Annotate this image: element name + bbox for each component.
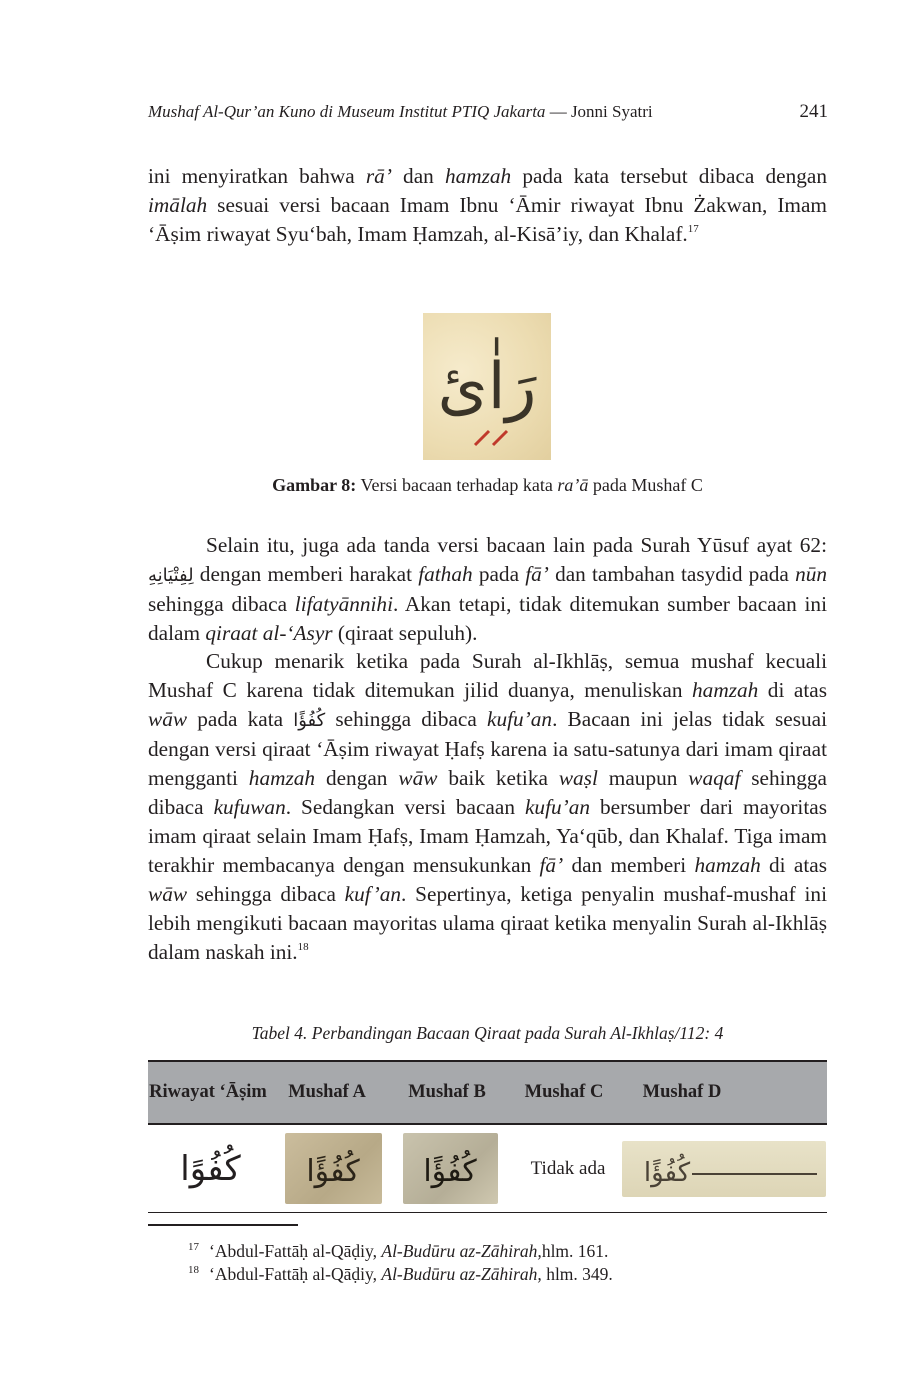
table-header-row [148,1062,827,1123]
header-riwayat: Riwayat ‘Āṣim [149,1082,267,1102]
mushaf-d-image [622,1141,826,1197]
paragraph-3: Cukup menarik ketika pada Surah al-Ikhlāṣ, semua mushaf kecuali Mushaf C karena tidak ditemukan jilid duanya, menuliskan hamzah di atas wāw pada kata كُفُؤًا sehingga dibaca kufu’an. Bacaan ini jelas tidak sesuai dengan versi qiraat ‘Āṣim riwayat Ḥafṣ karena ia satu-satunya dari imam qiraat mengganti hamzah dengan wāw baik ketika waṣl maupun waqaf sehingga dibaca kufuwan. Sedangkan versi bacaan kufu’an bersumber dari mayoritas imam qiraat selain Imam Ḥafṣ, Imam Ḥamzah, Ya‘qūb, dan Khalaf. Tiga imam terakhir membacanya dengan mensukunkan fā’ dan memberi hamzah di atas wāw sehingga dibaca kuf’an. Sepertinya, ketiga penyalin mushaf-mushaf ini lebih mengikuti bacaan mayoritas ulama qiraat ketika menyalin Surah al-Ikhlāṣ dalam naskah ini.$^{18}$ [148,649,828,964]
footnote-ref-18[interactable]: 18 [297,941,309,953]
mushaf-c-value: Tidak ada [530,1157,606,1179]
cell-riwayat [148,1125,273,1212]
figure-caption: Gambar 8: Versi bacaan terhadap kata ra’ā pada Mushaf C [272,475,703,495]
svg-text:كُفُؤًا: كُفُؤًا [306,1154,360,1189]
header-mushaf-d: Mushaf D [642,1082,722,1102]
red-mark-1 [475,431,489,445]
cell-mushaf-d [622,1125,827,1212]
cell-mushaf-b [398,1125,503,1212]
header-mushaf-c: Mushaf C [524,1082,604,1102]
header-mushaf-b: Mushaf B [408,1082,486,1102]
footnote-separator [148,1224,298,1226]
mushaf-b-image [403,1133,498,1204]
running-head [148,98,828,126]
footnote-17: $^{17}$ ‘Abdul-Fattāḥ al-Qāḍiy, Al-Budūru az-Zāhirah,hlm. 161. [188,1241,609,1261]
page-number: 241 [799,101,828,122]
table-caption: Tabel 4. Perbandingan Bacaan Qiraat pada Surah Al-Ikhlaṣ/112: 4 [251,1023,724,1043]
svg-text:رَاٰىٔ: رَاٰىٔ [437,350,537,424]
cell-mushaf-a [281,1125,386,1212]
svg-text:كُفُؤًا: كُفُؤًا [423,1154,477,1189]
manuscript-figure-ra-a [423,313,551,460]
footnote-18: $^{18}$ ‘Abdul-Fattāḥ al-Qāḍiy, Al-Budūru az-Zāhirah, hlm. 349. [188,1264,613,1284]
footnote-ref-17[interactable]: 17 [687,223,699,235]
svg-text:كُفُؤًا: كُفُؤًا [643,1157,691,1188]
running-head-author: — Jonni Syatri [545,102,653,121]
riwayat-arabic: كُفُوًا [180,1148,241,1189]
cell-mushaf-c [514,1125,622,1212]
paragraph-2: Selain itu, juga ada tanda versi bacaan lain pada Surah Yūsuf ayat 62: لِفِتْيَانِهِ dengan memberi harakat fathah pada fā’ dan tambahan tasydid pada nūn sehingga dibaca lifatyānnihi. Akan tetapi, tidak ditemukan sumber bacaan ini dalam qiraat al-‘Asyr (qiraat sepuluh). [148,533,828,645]
paragraph-1: ini menyiratkan bahwa rā’ dan hamzah pada kata tersebut dibaca dengan imālah sesuai versi bacaan Imam Ibnu ‘Āmir riwayat Ibnu Żakwan, Imam ‘Āṣim riwayat Syu‘bah, Imam Ḥamzah, al-Kisā’iy, dan Khalaf.$^{17}$ [148,164,827,246]
running-head-title: Mushaf Al-Qur’an Kuno di Museum Institut PTIQ Jakarta [148,102,546,121]
table-bottom-rule [148,1212,827,1213]
header-mushaf-a: Mushaf A [288,1082,366,1102]
manuscript-image [423,313,551,460]
mushaf-a-image [285,1133,382,1204]
table-row [148,1125,827,1212]
red-mark-2 [493,431,507,445]
